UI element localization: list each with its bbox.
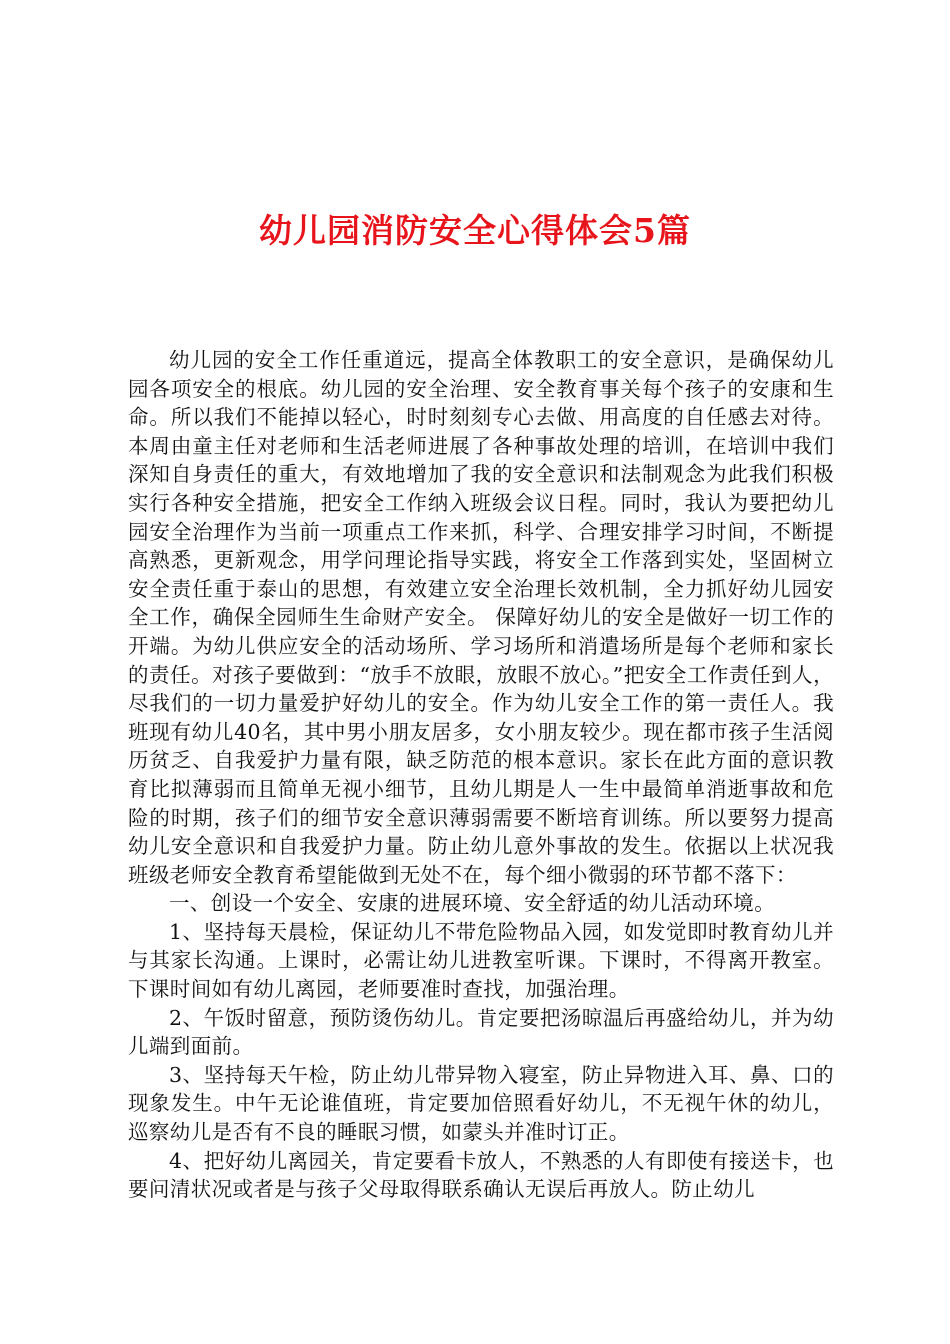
- paragraph-item-4: 4、把好幼儿离园关，肯定要看卡放人，不熟悉的人有即使有接送卡，也要问清状况或者是与孩子父母取得联系确认无误后再放人。防止幼儿: [128, 1148, 834, 1202]
- document-body: [128, 346, 834, 1204]
- document-title: 幼儿园消防安全心得体会5篇: [259, 211, 691, 250]
- paragraph-item-2: 2、午饭时留意，预防烫伤幼儿。肯定要把汤晾温后再盛给幼儿，并为幼儿端到面前。: [128, 1005, 834, 1059]
- paragraph-item-3: 3、坚持每天午检，防止幼儿带异物入寝室，防止异物进入耳、鼻、口的现象发生。中午无论谁值班，肯定要加倍照看好幼儿，不无视午休的幼儿，巡察幼儿是否有不良的睡眠习惯，如蒙头并准时订正。: [128, 1062, 834, 1145]
- paragraph-section-1: 一、创设一个安全、安康的进展环境、安全舒适的幼儿活动环境。: [169, 891, 776, 916]
- paragraph-item-1: 1、坚持每天晨检，保证幼儿不带危险物品入园，如发觉即时教育幼儿并与其家长沟通。上课时，必需让幼儿进教室听课。下课时，不得离开教室。下课时间如有幼儿离园，老师要准时查找，加强治理。: [128, 919, 834, 1002]
- paragraph-intro: 幼儿园的安全工作任重道远，提高全体教职工的安全意识，是确保幼儿园各项安全的根底。幼儿园的安全治理、安全教育事关每个孩子的安康和生命。所以我们不能掉以轻心，时时刻刻专心去做、用高度的自任感去对待。本周由童主任对老师和生活老师进展了各种事故处理的培训，在培训中我们深知自身责任的重大，有效地增加了我的安全意识和法制观念为此我们积极实行各种安全措施，把安全工作纳入班级会议日程。同时，我认为要把幼儿园安全治理作为当前一项重点工作来抓，科学、合理安排学习时间，不断提高熟悉，更新观念，用学问理论指导实践，将安全工作落到实处，坚固树立安全责任重于泰山的思想，有效建立安全治理长效机制，全力抓好幼儿园安全工作，确保全园师生生命财产安全。 保障好幼儿的安全是做好一切工作的开端。为幼儿供应安全的活动场所、学习场所和消遣场所是每个老师和家长的责任。对孩子要做到：“放手不放眼，放眼不放心。”把安全工作责任到人，尽我们的一切力量爱护好幼儿的安全。作为幼儿安全工作的第一责任人。我班现有幼儿40名，其中男小朋友居多，女小朋友较少。现在都市孩子生活阅历贫乏、自我爱护力量有限，缺乏防范的根本意识。家长在此方面的意识教育比拟薄弱而且简单无视小细节，且幼儿期是人一生中最简单消逝事故和危险的时期，孩子们的细节安全意识薄弱需要不断培育训练。所以要努力提高幼儿安全意识和自我爱护力量。防止幼儿意外事故的发生。依据以上状况我班级老师安全教育希望能做到无处不在，每个细小微弱的环节都不落下：: [128, 348, 834, 887]
